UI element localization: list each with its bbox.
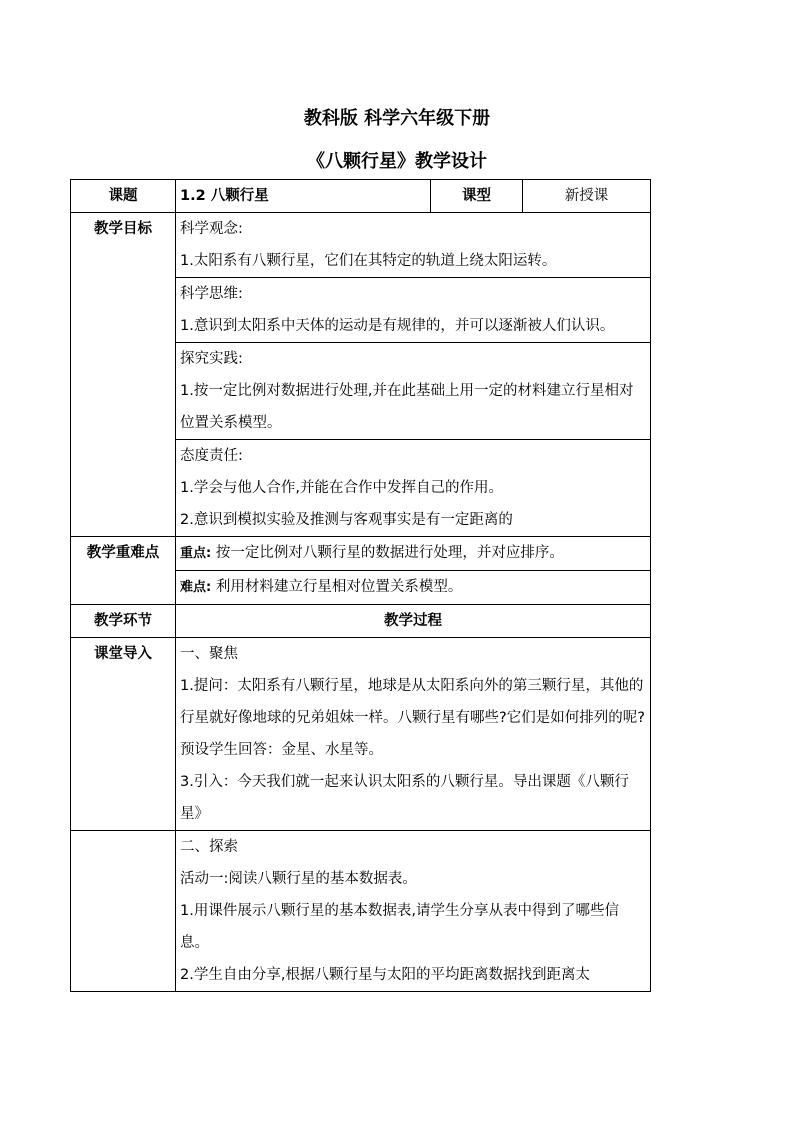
objective-section-3: [176, 343, 651, 440]
table-row-process-header: [71, 605, 651, 638]
table-row-intro: [71, 638, 651, 831]
objective-heading: 态度责任:: [180, 448, 243, 464]
key-points-label: 教学重难点: [71, 537, 176, 605]
difficult-point-cell: [176, 571, 651, 605]
intro-line: 1.提问：太阳系有八颗行星，地球是从太阳系向外的第三颗行星，其他的行星就好像地球的兄弟姐妹一样。八颗行星有哪些?它们是如何排列的呢?: [180, 678, 645, 726]
objective-section-1: [176, 213, 651, 278]
stage-header: 教学环节: [71, 605, 176, 638]
document-subtitle: 《八颗行星》教学设计: [307, 151, 487, 172]
objective-item: 1.太阳系有八颗行星，它们在其特定的轨道上绕太阳运转。: [180, 253, 557, 269]
explore-label: [71, 831, 176, 992]
lesson-plan-table: [70, 179, 651, 992]
objective-heading: 科学观念:: [180, 221, 243, 237]
explore-line: 1.用课件展示八颗行星的基本数据表,请学生分享从表中得到了哪些信息。: [180, 903, 619, 951]
objective-item: 1.意识到太阳系中天体的运动是有规律的，并可以逐渐被人们认识。: [180, 318, 615, 334]
objective-item: 2.意识到模拟实验及推测与客观事实是有一定距离的: [180, 512, 513, 528]
difficult-point-line: [180, 571, 646, 604]
table-row-key-point: [71, 537, 651, 571]
topic-label: 课题: [71, 180, 176, 213]
difficult-point-text: 利用材料建立行星相对位置关系模型。: [215, 579, 463, 595]
explore-content: [176, 831, 651, 992]
objectives-label: 教学目标: [71, 213, 176, 537]
intro-line: 预设学生回答：金星、水星等。: [180, 742, 383, 758]
topic-value: 1.2 八颗行星: [176, 180, 431, 213]
objective-heading: 探究实践:: [180, 351, 243, 367]
objective-section-2: [176, 278, 651, 343]
type-label: 课型: [431, 180, 523, 213]
difficult-point-tag: 难点: [180, 580, 207, 595]
table-row-objectives: [71, 213, 651, 278]
objective-section-4: [176, 440, 651, 537]
explore-line: 活动一:阅读八颗行星的基本数据表。: [180, 871, 417, 887]
type-value: 新授课: [523, 180, 651, 213]
explore-line: 2.学生自由分享,根据八颗行星与太阳的平均距离数据找到距离太: [180, 967, 590, 983]
document-title: 教科版 科学六年级下册: [303, 108, 491, 129]
explore-line: 二、探索: [180, 839, 238, 855]
key-point-line: [180, 537, 646, 570]
colon-separator: :: [206, 546, 212, 561]
intro-line: 3.引入：今天我们就一起来认识太阳系的八颗行星。导出课题《八颗行星》: [180, 774, 629, 822]
key-point-cell: [176, 537, 651, 571]
objective-item: 1.学会与他人合作,并能在合作中发挥自己的作用。: [180, 480, 503, 496]
table-row-explore: [71, 831, 651, 992]
key-point-tag: 重点: [180, 546, 207, 561]
objective-heading: 科学思维:: [180, 286, 243, 302]
objective-item: 1.按一定比例对数据进行处理,并在此基础上用一定的材料建立行星相对位置关系模型。: [180, 383, 634, 431]
key-point-text: 按一定比例对八颗行星的数据进行处理，并对应排序。: [215, 545, 564, 561]
intro-content: [176, 638, 651, 831]
process-header: 教学过程: [176, 605, 651, 638]
intro-line: 一、聚焦: [180, 646, 238, 662]
intro-label: 课堂导入: [71, 638, 176, 831]
table-row-topic: [71, 180, 651, 213]
colon-separator: :: [206, 580, 212, 595]
